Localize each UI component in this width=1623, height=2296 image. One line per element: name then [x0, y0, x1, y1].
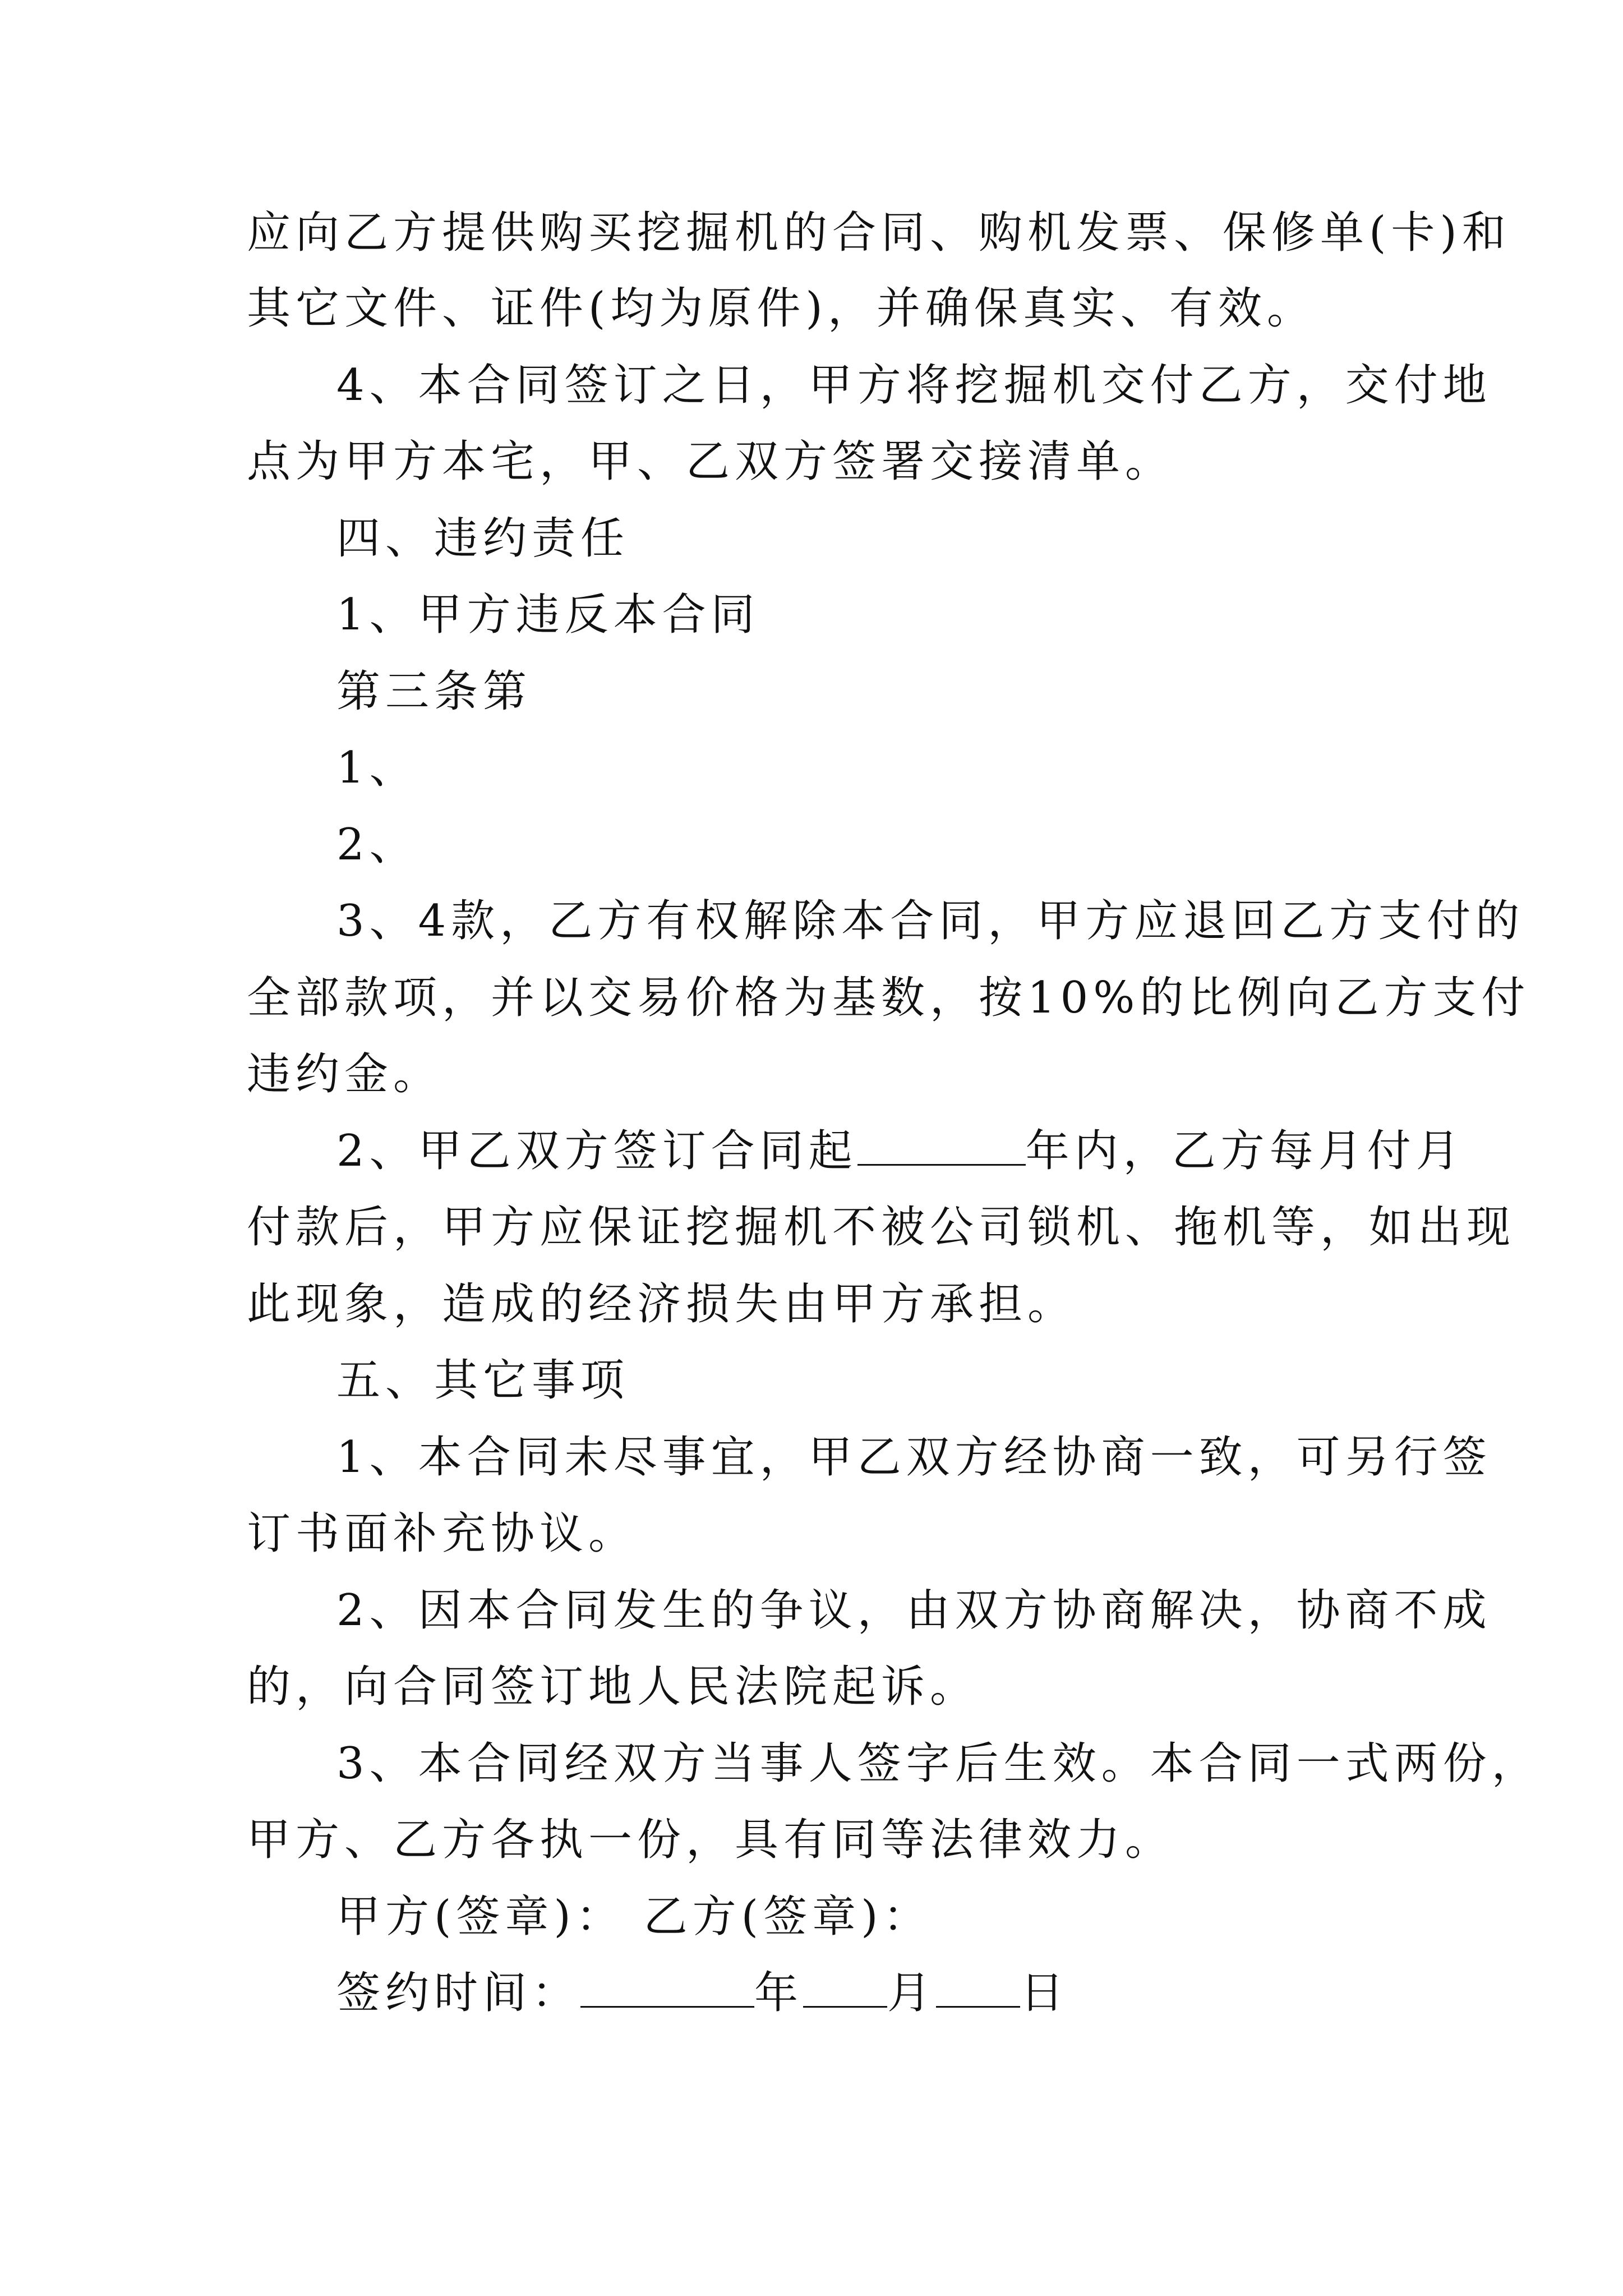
section-heading: 四、违约责任	[336, 513, 630, 564]
term-line-before: 2、甲乙双方签订合同起	[336, 1126, 857, 1176]
paragraph-line: 3、4款，乙方有权解除本合同，甲方应退回乙方支付的	[336, 896, 1525, 946]
day-blank[interactable]	[936, 1967, 1020, 2008]
year-label: 年	[754, 1968, 804, 2018]
term-line-after: 年内，乙方每月付月	[1025, 1126, 1465, 1176]
paragraph-line: 1、甲方违反本合同	[336, 590, 760, 640]
paragraph-line: 订书面补充协议。	[247, 1508, 638, 1559]
month-label: 月	[887, 1968, 937, 2018]
month-blank[interactable]	[803, 1967, 887, 2008]
day-label: 日	[1020, 1968, 1069, 2018]
paragraph-line: 4、本合同签订之日，甲方将挖掘机交付乙方，交付地	[336, 360, 1492, 411]
paragraph-line: 点为甲方本宅，甲、乙双方签署交接清单。	[247, 436, 1174, 487]
year-blank[interactable]	[580, 1967, 754, 2008]
paragraph-line: 违约金。	[247, 1049, 442, 1099]
document-page	[247, 0, 1541, 2296]
paragraph-line: 甲方、乙方各执一份，具有同等法律效力。	[247, 1815, 1174, 1865]
paragraph-line: 其它文件、证件(均为原件)，并确保真实、有效。	[247, 283, 1316, 334]
term-years-blank[interactable]	[857, 1125, 1026, 1166]
paragraph-line: 3、本合同经双方当事人签字后生效。本合同一式两份，	[336, 1738, 1541, 1789]
paragraph-line: 应向乙方提供购买挖掘机的合同、购机发票、保修单(卡)和	[247, 208, 1511, 258]
signature-line: 甲方(签章)： 乙方(签章)：	[336, 1892, 932, 1942]
paragraph-line: 第三条第	[336, 666, 532, 717]
section-heading: 五、其它事项	[336, 1355, 630, 1406]
date-label: 签约时间：	[336, 1968, 581, 2018]
date-line	[247, 1962, 1380, 2024]
paragraph-line: 付款后，甲方应保证挖掘机不被公司锁机、拖机等，如出现	[247, 1202, 1516, 1253]
paragraph-line: 2、因本合同发生的争议，由双方协商解决，协商不成	[336, 1585, 1492, 1636]
term-line	[247, 1120, 1465, 1182]
paragraph-line: 2、	[336, 820, 418, 870]
paragraph-line: 全部款项，并以交易价格为基数，按10%的比例向乙方支付	[247, 973, 1530, 1023]
paragraph-line: 1、	[336, 743, 418, 793]
paragraph-line: 的，向合同签订地人民法院起诉。	[247, 1662, 979, 1712]
paragraph-line: 1、本合同未尽事宜，甲乙双方经协商一致，可另行签	[336, 1432, 1492, 1483]
paragraph-line: 此现象，造成的经济损失由甲方承担。	[247, 1279, 1077, 1329]
